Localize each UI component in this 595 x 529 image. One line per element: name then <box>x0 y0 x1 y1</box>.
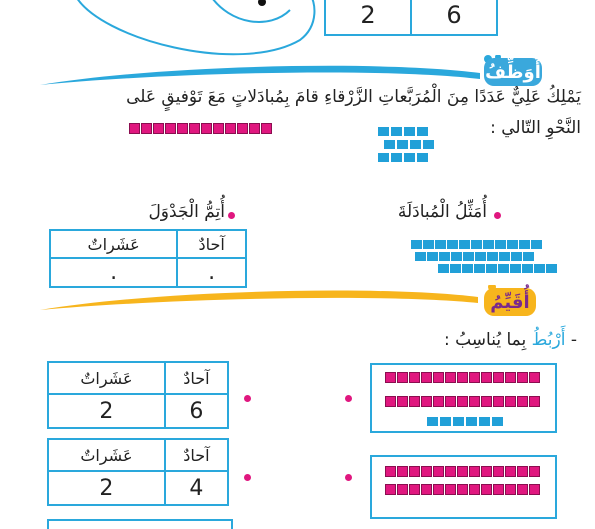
header-ones: آحادٌ <box>177 230 246 258</box>
section-badge-practice: أُقَيِّمُ <box>484 288 536 316</box>
value-tens: 2 <box>48 471 165 505</box>
header-tens: عَشَراتٌ <box>50 230 177 258</box>
problem-text-line2: النَّحْوِ التّالي : <box>490 118 581 138</box>
completion-table <box>49 229 247 288</box>
value-tens: 2 <box>48 394 165 428</box>
task-table-label: أُتِمُّ الْجَدْوَلَ <box>148 202 225 222</box>
value-ones: 4 <box>165 471 228 505</box>
match-dot-left-1[interactable] <box>244 395 251 402</box>
match-dot-left-2[interactable] <box>244 474 251 481</box>
value-ones: 6 <box>165 394 228 428</box>
pink-ten-bar <box>385 484 541 495</box>
section-badge-apply: أُوَظِّفُ <box>484 58 542 86</box>
practice-table-2 <box>47 438 229 506</box>
task-exchange-label: أُمَثِّلُ الْمُبادَلَةَ <box>397 202 487 222</box>
instruction-rest: بِما يُناسِبُ : <box>443 330 527 350</box>
match-dot-right-1[interactable] <box>345 395 352 402</box>
header-ones: آحادٌ <box>165 362 228 394</box>
pink-ten-bar <box>385 372 541 383</box>
header-tens: عَشَراتٌ <box>48 362 165 394</box>
value-tens-input[interactable]: . <box>50 258 177 287</box>
bullet <box>228 212 235 219</box>
top-table <box>324 0 498 36</box>
top-table-cell: 6 <box>410 0 496 34</box>
practice-instruction: - أَرْبُطُ بِما يُناسِبُ : <box>443 330 577 350</box>
next-table-edge <box>47 519 233 529</box>
practice-table-1 <box>47 361 229 429</box>
value-ones-input[interactable]: . <box>177 258 246 287</box>
instruction-verb: أَرْبُطُ <box>531 330 566 350</box>
pink-ten-bar <box>385 466 541 477</box>
top-table-cell: 2 <box>360 1 376 29</box>
problem-text-line1: يَمْلِكُ عَلِيٌّ عَدَدًا مِنَ الْمُرَبَّعاتِ الزَّرْقاءِ قامَ بِمُبادَلاتٍ مَعَ تَوْفيقٍ عَلى <box>126 87 581 107</box>
header-tens: عَشَراتٌ <box>48 439 165 471</box>
header-ones: آحادٌ <box>165 439 228 471</box>
match-dot-right-2[interactable] <box>345 474 352 481</box>
pink-ten-bar <box>385 396 541 407</box>
pink-ten-bar <box>129 123 273 134</box>
bullet <box>494 212 501 219</box>
